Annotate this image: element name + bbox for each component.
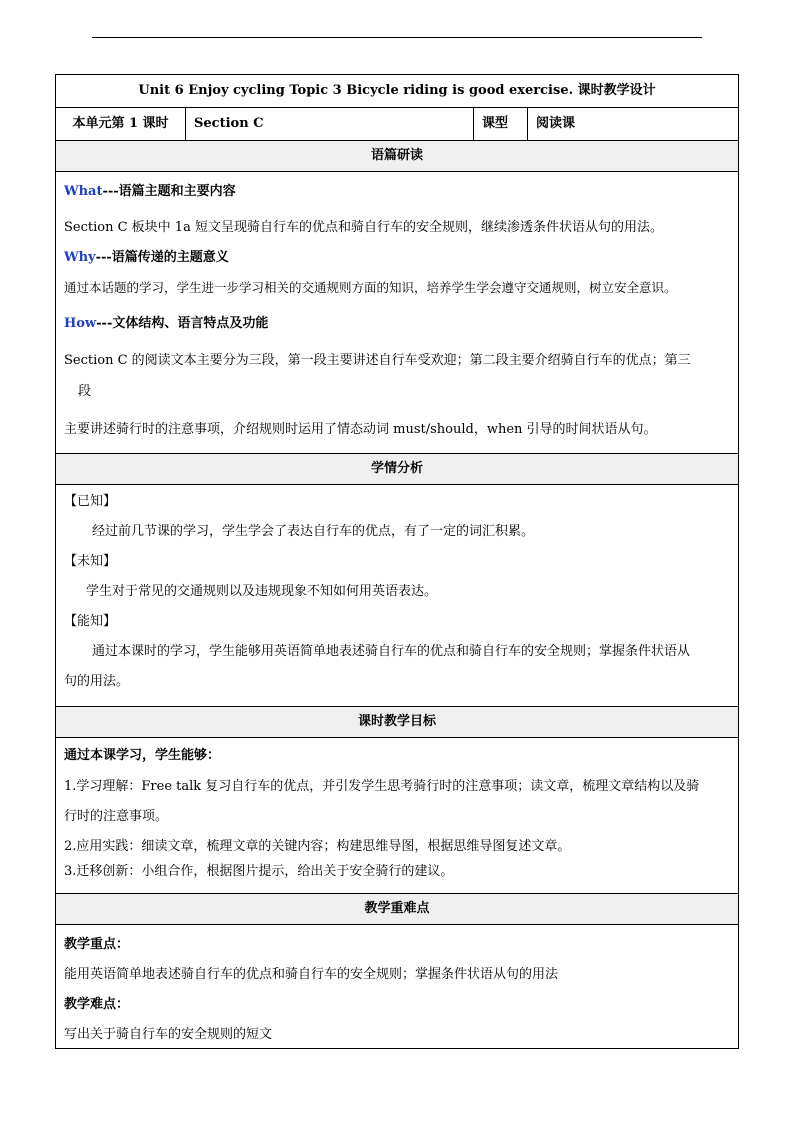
key-points-content bbox=[56, 925, 739, 1049]
text-study-content-row bbox=[56, 172, 739, 454]
learner-analysis-heading: 学情分析 bbox=[56, 454, 739, 485]
known-label: 【已知】 bbox=[64, 494, 117, 509]
how-key: How bbox=[64, 316, 97, 331]
objective-2: 2.应用实践：细读文章，梳理文章的关键内容；构建思维导图，根据思维导图复述文章。 bbox=[64, 839, 571, 854]
focus-label: 教学重点： bbox=[64, 937, 130, 952]
section-heading-key-points bbox=[56, 894, 739, 925]
able-label: 【能知】 bbox=[64, 614, 117, 629]
why-text: 通过本话题的学习，学生进一步学习相关的交通规则方面的知识，培养学生学会遵守交通规则，树立安全意识。 bbox=[64, 280, 677, 295]
header-rule bbox=[92, 37, 702, 38]
lesson-type-value: 阅读课 bbox=[528, 108, 739, 141]
objective-1-line-2: 行时的注意事项。 bbox=[64, 809, 169, 824]
why-title: ---语篇传递的主题意义 bbox=[95, 250, 229, 265]
how-text-line-2: 段 bbox=[78, 384, 92, 399]
objectives-intro: 通过本课学习，学生能够： bbox=[64, 748, 221, 763]
objective-3: 3.迁移创新：小组合作，根据图片提示，给出关于安全骑行的建议。 bbox=[64, 864, 454, 879]
how-text-line-1: Section C 的阅读文本主要分为三段，第一段主要讲述自行车受欢迎；第二段主要介绍骑自行车的优点；第三 bbox=[64, 353, 691, 368]
lesson-number: 本单元第 1 课时 bbox=[56, 108, 186, 141]
why-heading bbox=[64, 248, 730, 267]
unknown-label: 【未知】 bbox=[64, 554, 117, 569]
what-title: ---语篇主题和主要内容 bbox=[102, 184, 236, 199]
what-text: Section C 板块中 1a 短文呈现骑自行车的优点和骑自行车的安全规则，继续渗透条件状语从句的用法。 bbox=[64, 220, 663, 235]
objective-1-line-1: 1.学习理解：Free talk 复习自行车的优点，并引发学生思考骑行时的注意事项；读文章，梳理文章结构以及骑 bbox=[64, 779, 700, 794]
objectives-content bbox=[56, 738, 739, 894]
learner-analysis-content bbox=[56, 485, 739, 707]
how-heading bbox=[64, 314, 730, 333]
focus-text: 能用英语简单地表述骑自行车的优点和骑自行车的安全规则；掌握条件状语从句的用法 bbox=[64, 967, 559, 982]
info-row bbox=[56, 108, 739, 141]
section-heading-text-study bbox=[56, 141, 739, 172]
text-study-content bbox=[56, 172, 739, 454]
section-heading-objectives bbox=[56, 707, 739, 738]
unknown-text: 学生对于常见的交通规则以及违规现象不知如何用英语表达。 bbox=[86, 584, 438, 599]
how-text-line-3: 主要讲述骑行时的注意事项，介绍规则时运用了情态动词 must/should，when 引导的时间状语从句。 bbox=[64, 422, 657, 437]
lesson-plan-table bbox=[55, 74, 739, 1049]
key-points-content-row bbox=[56, 925, 739, 1049]
text-study-heading: 语篇研读 bbox=[56, 141, 739, 172]
why-key: Why bbox=[64, 250, 96, 265]
document-title: Unit 6 Enjoy cycling Topic 3 Bicycle riding is good exercise. 课时教学设计 bbox=[56, 75, 739, 108]
learner-analysis-content-row bbox=[56, 485, 739, 707]
title-row bbox=[56, 75, 739, 108]
difficulty-text: 写出关于骑自行车的安全规则的短文 bbox=[64, 1027, 273, 1042]
key-points-heading: 教学重难点 bbox=[56, 894, 739, 925]
how-title: ---文体结构、语言特点及功能 bbox=[96, 316, 269, 331]
what-key: What bbox=[64, 184, 103, 199]
objectives-heading: 课时教学目标 bbox=[56, 707, 739, 738]
able-text-line-2: 句的用法。 bbox=[64, 674, 130, 689]
known-text: 经过前几节课的学习，学生学会了表达自行车的优点，有了一定的词汇积累。 bbox=[92, 524, 535, 539]
objectives-content-row bbox=[56, 738, 739, 894]
difficulty-label: 教学难点： bbox=[64, 997, 130, 1012]
section-name: Section C bbox=[186, 108, 474, 141]
lesson-type-label: 课型 bbox=[474, 108, 528, 141]
able-text-line-1: 通过本课时的学习，学生能够用英语简单地表述骑自行车的优点和骑自行车的安全规则；掌握条件状语从 bbox=[92, 644, 691, 659]
what-heading bbox=[64, 182, 730, 201]
section-heading-learner-analysis bbox=[56, 454, 739, 485]
